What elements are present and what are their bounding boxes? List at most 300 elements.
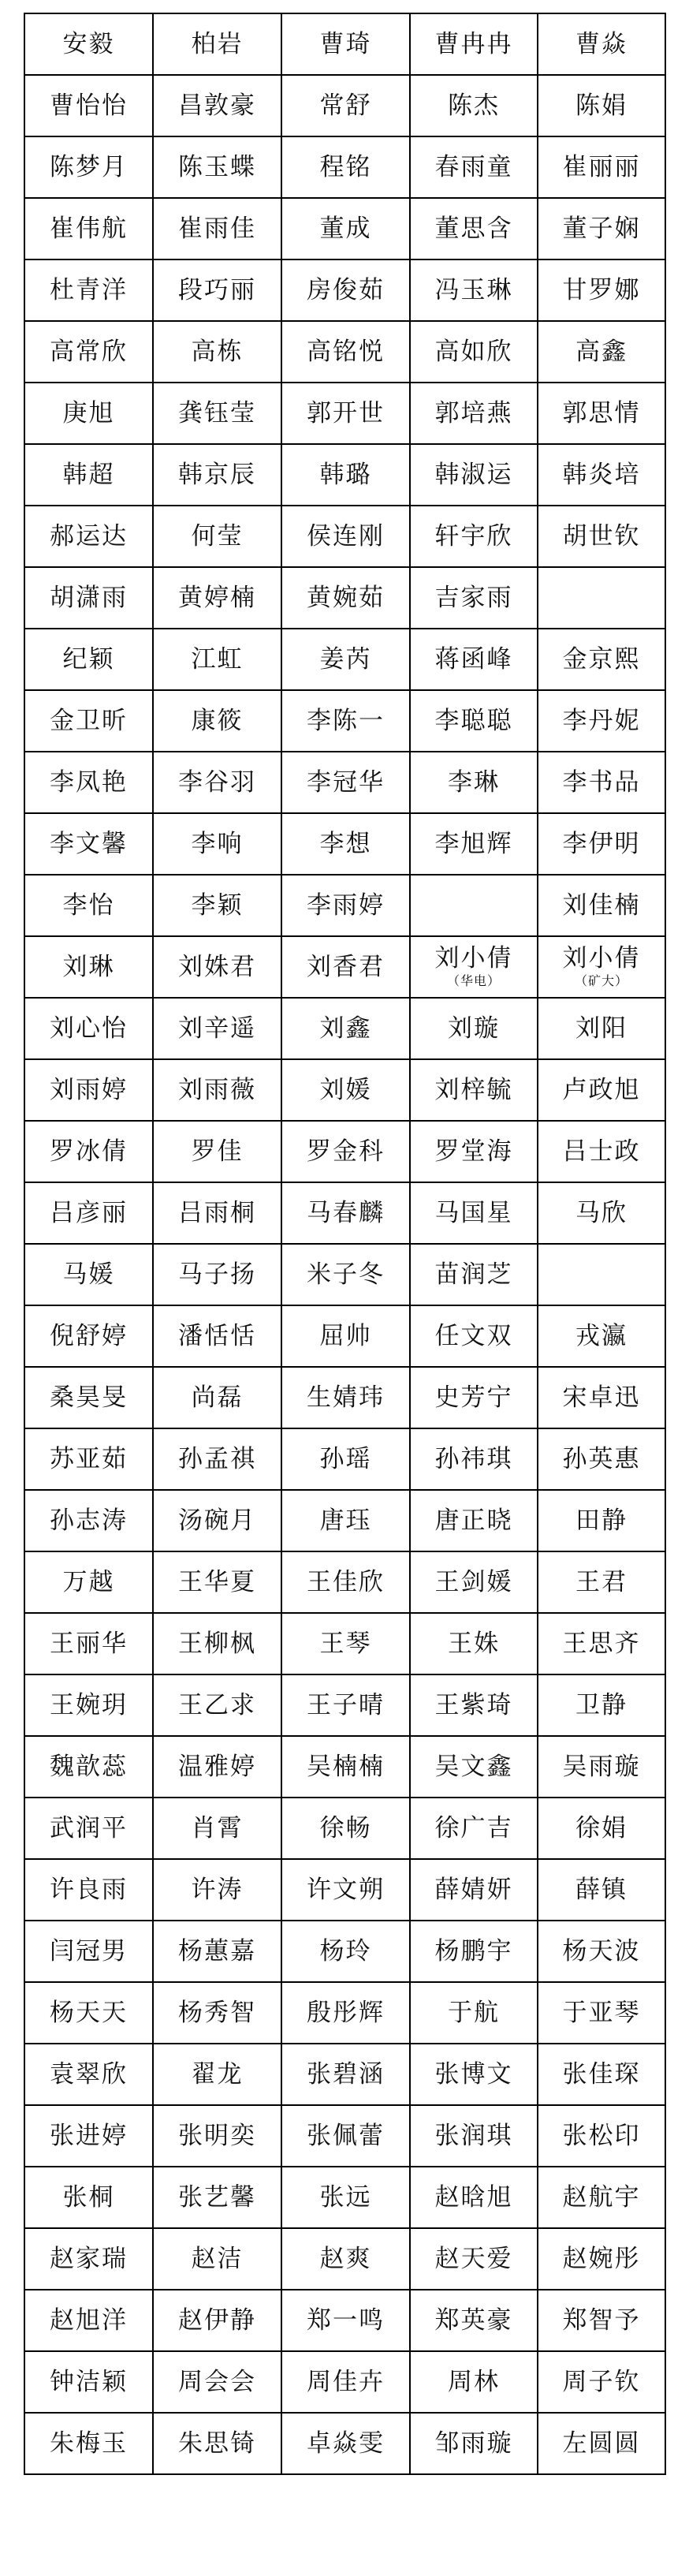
name-cell — [24, 136, 153, 198]
table-row — [24, 75, 665, 136]
name-cell — [410, 13, 538, 75]
student-name: 杨蕙嘉 — [178, 1936, 256, 1966]
name-cell — [410, 2413, 538, 2474]
student-name: 李伊明 — [562, 829, 641, 858]
student-name: 王子晴 — [307, 1690, 385, 1719]
name-cell — [410, 998, 538, 1059]
student-name: 刘辛遥 — [178, 1014, 256, 1043]
student-name: 郭思情 — [562, 398, 641, 427]
name-cell — [281, 13, 410, 75]
student-name: 金卫昕 — [50, 706, 128, 735]
name-cell — [538, 75, 665, 136]
student-name: 任文双 — [434, 1321, 513, 1350]
table-row — [24, 1982, 665, 2044]
student-name: 柏岩 — [191, 29, 244, 58]
name-cell — [153, 1551, 281, 1613]
student-name: 杨玲 — [319, 1936, 372, 1966]
name-cell — [281, 259, 410, 321]
student-name: 马媛 — [62, 1260, 115, 1289]
student-name: 刘小倩 — [434, 944, 513, 973]
student-name: 陈杰 — [448, 91, 500, 120]
student-name: 王丽华 — [50, 1629, 128, 1658]
student-name: 于航 — [448, 1998, 500, 2027]
table-row — [24, 998, 665, 1059]
student-name: 陈玉蝶 — [178, 152, 256, 181]
name-cell — [281, 1059, 410, 1121]
table-row — [24, 1367, 665, 1428]
student-name: 李书品 — [562, 767, 641, 797]
student-name: 刘璇 — [448, 1014, 500, 1043]
name-cell — [538, 506, 665, 567]
name-cell — [24, 690, 153, 752]
name-cell — [24, 321, 153, 383]
student-name: 胡潇雨 — [50, 583, 128, 612]
student-name: 昌敦豪 — [178, 91, 256, 120]
name-cell — [153, 1059, 281, 1121]
name-cell — [410, 383, 538, 444]
name-cell — [153, 1121, 281, 1182]
table-row — [24, 936, 665, 998]
name-cell — [410, 567, 538, 629]
name-cell — [24, 383, 153, 444]
name-cell — [538, 1244, 665, 1305]
name-cell — [24, 1059, 153, 1121]
student-name: 周会会 — [178, 2367, 256, 2396]
name-cell — [281, 875, 410, 936]
student-name: 杨秀智 — [178, 1998, 256, 2027]
student-name: 李陈一 — [307, 706, 385, 735]
student-name: 冯玉琳 — [434, 275, 513, 304]
name-cell — [538, 1490, 665, 1551]
student-name: 周子钦 — [562, 2367, 641, 2396]
name-cell — [153, 998, 281, 1059]
student-name: 春雨童 — [434, 152, 513, 181]
name-cell — [24, 1613, 153, 1674]
student-name: 王乙求 — [178, 1690, 256, 1719]
table-row — [24, 259, 665, 321]
student-name: 高如欣 — [434, 337, 513, 366]
student-name: 康筱 — [191, 706, 244, 735]
student-name: 刘阳 — [575, 1014, 628, 1043]
table-row — [24, 1428, 665, 1490]
student-name: 张远 — [319, 2182, 372, 2212]
student-name: 蒋函峰 — [434, 644, 513, 674]
student-name: 李聪聪 — [434, 706, 513, 735]
student-name: 陈娟 — [575, 91, 628, 120]
name-cell — [24, 752, 153, 813]
student-name: 卓焱雯 — [307, 2429, 385, 2458]
student-name: 崔丽丽 — [562, 152, 641, 181]
table-row — [24, 813, 665, 875]
student-name: 李雨婷 — [307, 890, 385, 920]
student-name: 罗冰倩 — [50, 1137, 128, 1166]
student-name: 田静 — [575, 1506, 628, 1535]
student-name: 杨鹏宇 — [434, 1936, 513, 1966]
student-name: 孙志涛 — [50, 1506, 128, 1535]
name-cell — [153, 1428, 281, 1490]
student-name: 杜青洋 — [50, 275, 128, 304]
table-row — [24, 1305, 665, 1367]
name-cell — [24, 13, 153, 75]
student-name: 殷彤辉 — [307, 1998, 385, 2027]
name-cell — [24, 1921, 153, 1982]
student-name: 李琳 — [448, 767, 500, 797]
name-cell — [153, 1674, 281, 1736]
student-name: 李谷羽 — [178, 767, 256, 797]
student-name: 吕彦丽 — [50, 1198, 128, 1227]
student-name: 高鑫 — [575, 337, 628, 366]
student-name: 于亚琴 — [562, 1998, 641, 2027]
student-name: 张佩蕾 — [307, 2121, 385, 2150]
table-row — [24, 1859, 665, 1921]
student-name: 李怡 — [62, 890, 115, 920]
name-cell — [538, 1859, 665, 1921]
student-name: 张润琪 — [434, 2121, 513, 2150]
name-cell — [281, 690, 410, 752]
name-cell — [410, 1798, 538, 1859]
student-name: 马春麟 — [307, 1198, 385, 1227]
name-cell — [153, 2290, 281, 2351]
name-cell — [538, 1674, 665, 1736]
name-cell — [24, 1367, 153, 1428]
name-cell — [281, 1859, 410, 1921]
table-row — [24, 1551, 665, 1613]
name-cell — [281, 936, 410, 998]
student-name: 郝运达 — [50, 521, 128, 551]
name-cell — [24, 1736, 153, 1798]
name-cell — [538, 1921, 665, 1982]
name-cell — [410, 321, 538, 383]
table-row — [24, 2290, 665, 2351]
name-cell — [538, 1798, 665, 1859]
student-name: 薛镇 — [575, 1875, 628, 1904]
student-name: 常舒 — [319, 91, 372, 120]
student-name: 吕士政 — [562, 1137, 641, 1166]
name-cell — [538, 690, 665, 752]
table-row — [24, 1182, 665, 1244]
student-name: 程铭 — [319, 152, 372, 181]
name-cell — [538, 998, 665, 1059]
student-name: 轩宇欣 — [434, 521, 513, 551]
student-name: 唐正晓 — [434, 1506, 513, 1535]
student-name: 袁翠欣 — [50, 2059, 128, 2089]
student-name: 韩淑运 — [434, 460, 513, 489]
student-name: 张明奕 — [178, 2121, 256, 2150]
name-cell — [153, 1982, 281, 2044]
table-row — [24, 321, 665, 383]
name-cell — [24, 1490, 153, 1551]
name-cell — [410, 506, 538, 567]
name-cell — [538, 1982, 665, 2044]
name-cell — [153, 1182, 281, 1244]
table-row — [24, 2044, 665, 2105]
name-cell — [538, 813, 665, 875]
name-cell — [538, 321, 665, 383]
student-name: 卢政旭 — [562, 1075, 641, 1104]
student-name: 刘梓毓 — [434, 1075, 513, 1104]
student-name: 吉家雨 — [434, 583, 513, 612]
student-name: 汤碗月 — [178, 1506, 256, 1535]
name-cell — [538, 383, 665, 444]
student-name: 李旭辉 — [434, 829, 513, 858]
name-cell — [153, 2044, 281, 2105]
student-name: 姜芮 — [319, 644, 372, 674]
student-name: 罗佳 — [191, 1137, 244, 1166]
student-name: 侯连刚 — [307, 521, 385, 551]
name-cell — [24, 1121, 153, 1182]
student-name: 魏歆蕊 — [50, 1752, 128, 1781]
name-cell — [24, 1859, 153, 1921]
name-cell — [281, 1244, 410, 1305]
name-cell — [153, 13, 281, 75]
student-name: 杨天天 — [50, 1998, 128, 2027]
table-row — [24, 1490, 665, 1551]
student-name: 黄婉茹 — [307, 583, 385, 612]
name-cell — [153, 752, 281, 813]
name-cell — [24, 567, 153, 629]
student-name: 江虹 — [191, 644, 244, 674]
student-name: 曹怡怡 — [50, 91, 128, 120]
name-cell — [410, 875, 538, 936]
student-name: 桑昊旻 — [50, 1383, 128, 1412]
student-name: 王柳枫 — [178, 1629, 256, 1658]
name-cell — [281, 1428, 410, 1490]
student-name: 曹琦 — [319, 29, 372, 58]
name-cell — [24, 259, 153, 321]
name-cell — [281, 1982, 410, 2044]
table-row — [24, 1121, 665, 1182]
name-cell — [153, 1305, 281, 1367]
student-name: 王思齐 — [562, 1629, 641, 1658]
student-name: 张松印 — [562, 2121, 641, 2150]
student-name: 纪颖 — [62, 644, 115, 674]
student-name: 王紫琦 — [434, 1690, 513, 1719]
student-name: 屈帅 — [319, 1321, 372, 1350]
name-cell — [538, 629, 665, 690]
name-cell — [24, 813, 153, 875]
name-cell — [410, 1859, 538, 1921]
name-cell — [281, 998, 410, 1059]
student-name: 张桐 — [62, 2182, 115, 2212]
student-name: 李响 — [191, 829, 244, 858]
name-cell — [24, 1982, 153, 2044]
name-cell — [410, 1121, 538, 1182]
student-name: 郑一鸣 — [307, 2305, 385, 2335]
name-cell — [538, 1551, 665, 1613]
name-cell — [153, 198, 281, 259]
student-name: 朱思锜 — [178, 2429, 256, 2458]
student-name: 王佳欣 — [307, 1567, 385, 1596]
name-cell — [24, 629, 153, 690]
student-name: 董思含 — [434, 214, 513, 243]
student-name: 高栋 — [191, 337, 244, 366]
name-cell — [410, 813, 538, 875]
student-name: 赵家瑞 — [50, 2244, 128, 2273]
student-name: 曹焱 — [575, 29, 628, 58]
name-cell — [24, 1182, 153, 1244]
student-name: 生婧玮 — [307, 1383, 385, 1412]
names-table — [24, 13, 666, 2475]
student-name: 翟龙 — [191, 2059, 244, 2089]
name-cell — [153, 936, 281, 998]
name-cell — [281, 1305, 410, 1367]
student-name: 刘琳 — [62, 952, 115, 981]
student-name: 龚钰莹 — [178, 398, 256, 427]
student-name: 刘心怡 — [50, 1014, 128, 1043]
student-name: 房俊茹 — [307, 275, 385, 304]
student-name: 卫静 — [575, 1690, 628, 1719]
table-row — [24, 629, 665, 690]
student-name: 许文朔 — [307, 1875, 385, 1904]
name-cell — [153, 2105, 281, 2167]
name-cell — [281, 2105, 410, 2167]
name-cell — [281, 444, 410, 506]
name-cell — [281, 1921, 410, 1982]
names-table-body — [24, 13, 665, 2474]
student-name: 高常欣 — [50, 337, 128, 366]
name-cell — [410, 752, 538, 813]
student-name: 宋卓迅 — [562, 1383, 641, 1412]
student-name: 赵婉彤 — [562, 2244, 641, 2273]
name-cell — [538, 1428, 665, 1490]
name-cell — [153, 1798, 281, 1859]
student-name: 吴雨璇 — [562, 1752, 641, 1781]
name-cell — [24, 998, 153, 1059]
student-name: 赵伊静 — [178, 2305, 256, 2335]
student-name: 闫冠男 — [50, 1936, 128, 1966]
student-name: 万越 — [62, 1567, 115, 1596]
student-name: 安毅 — [62, 29, 115, 58]
name-cell — [24, 198, 153, 259]
student-name: 武润平 — [50, 1813, 128, 1842]
name-cell — [538, 1305, 665, 1367]
student-name: 马子扬 — [178, 1260, 256, 1289]
student-name: 罗金科 — [307, 1137, 385, 1166]
name-cell — [153, 567, 281, 629]
student-name: 徐娟 — [575, 1813, 628, 1842]
student-name: 韩璐 — [319, 460, 372, 489]
name-cell — [538, 1121, 665, 1182]
name-cell — [538, 2105, 665, 2167]
student-name: 王君 — [575, 1567, 628, 1596]
name-cell — [153, 1490, 281, 1551]
student-name: 王婉玥 — [50, 1690, 128, 1719]
student-name: 吕雨桐 — [178, 1198, 256, 1227]
name-cell — [153, 383, 281, 444]
name-cell — [24, 444, 153, 506]
student-name: 董成 — [319, 214, 372, 243]
name-cell — [281, 1182, 410, 1244]
name-cell — [281, 2044, 410, 2105]
student-name: 孙瑶 — [319, 1444, 372, 1473]
student-name: 徐广吉 — [434, 1813, 513, 1842]
student-name: 许涛 — [191, 1875, 244, 1904]
student-name: 罗堂海 — [434, 1137, 513, 1166]
student-name: 陈梦月 — [50, 152, 128, 181]
name-cell — [538, 936, 665, 998]
table-row — [24, 1244, 665, 1305]
student-name: 李文馨 — [50, 829, 128, 858]
table-row — [24, 506, 665, 567]
name-cell — [24, 1244, 153, 1305]
table-row — [24, 383, 665, 444]
name-cell — [153, 321, 281, 383]
student-name: 赵航宇 — [562, 2182, 641, 2212]
name-cell — [281, 75, 410, 136]
name-cell — [24, 1798, 153, 1859]
name-cell — [281, 506, 410, 567]
name-cell — [153, 1367, 281, 1428]
name-cell — [24, 936, 153, 998]
table-row — [24, 2105, 665, 2167]
student-name: 赵天爱 — [434, 2244, 513, 2273]
student-name: 赵晗旭 — [434, 2182, 513, 2212]
name-cell — [410, 2228, 538, 2290]
name-cell — [410, 136, 538, 198]
student-name: 张艺馨 — [178, 2182, 256, 2212]
student-name: 潘恬恬 — [178, 1321, 256, 1350]
student-name: 张进婷 — [50, 2121, 128, 2150]
name-cell — [153, 875, 281, 936]
table-row — [24, 198, 665, 259]
name-cell — [538, 1736, 665, 1798]
table-row — [24, 752, 665, 813]
student-name: 徐畅 — [319, 1813, 372, 1842]
student-name: 温雅婷 — [178, 1752, 256, 1781]
name-cell — [24, 1551, 153, 1613]
student-name: 郑英豪 — [434, 2305, 513, 2335]
student-name: 赵旭洋 — [50, 2305, 128, 2335]
name-cell — [281, 383, 410, 444]
table-row — [24, 444, 665, 506]
name-cell — [153, 2228, 281, 2290]
table-row — [24, 2228, 665, 2290]
name-cell — [24, 75, 153, 136]
table-row — [24, 1613, 665, 1674]
name-cell — [410, 444, 538, 506]
name-cell — [281, 2228, 410, 2290]
student-name: 王琴 — [319, 1629, 372, 1658]
student-name: 唐珏 — [319, 1506, 372, 1535]
school-note: （矿大） — [574, 973, 628, 989]
name-cell — [153, 2167, 281, 2228]
table-row — [24, 690, 665, 752]
name-cell — [538, 2228, 665, 2290]
table-row — [24, 136, 665, 198]
student-name: 段巧丽 — [178, 275, 256, 304]
student-name: 刘姝君 — [178, 952, 256, 981]
name-cell — [153, 2351, 281, 2413]
student-name: 庚旭 — [62, 398, 115, 427]
student-name: 张佳琛 — [562, 2059, 641, 2089]
name-cell — [538, 1613, 665, 1674]
student-name: 董子娴 — [562, 214, 641, 243]
name-cell — [538, 2413, 665, 2474]
name-cell — [281, 2351, 410, 2413]
student-name: 马国星 — [434, 1198, 513, 1227]
name-cell — [281, 567, 410, 629]
student-name: 米子冬 — [307, 1260, 385, 1289]
name-cell — [281, 136, 410, 198]
student-name: 苏亚茹 — [50, 1444, 128, 1473]
table-row — [24, 1921, 665, 1982]
name-cell — [153, 629, 281, 690]
student-name: 左圆圆 — [562, 2429, 641, 2458]
student-name: 苗润芝 — [434, 1260, 513, 1289]
name-cell — [281, 1551, 410, 1613]
table-row — [24, 13, 665, 75]
student-name: 胡世钦 — [562, 521, 641, 551]
